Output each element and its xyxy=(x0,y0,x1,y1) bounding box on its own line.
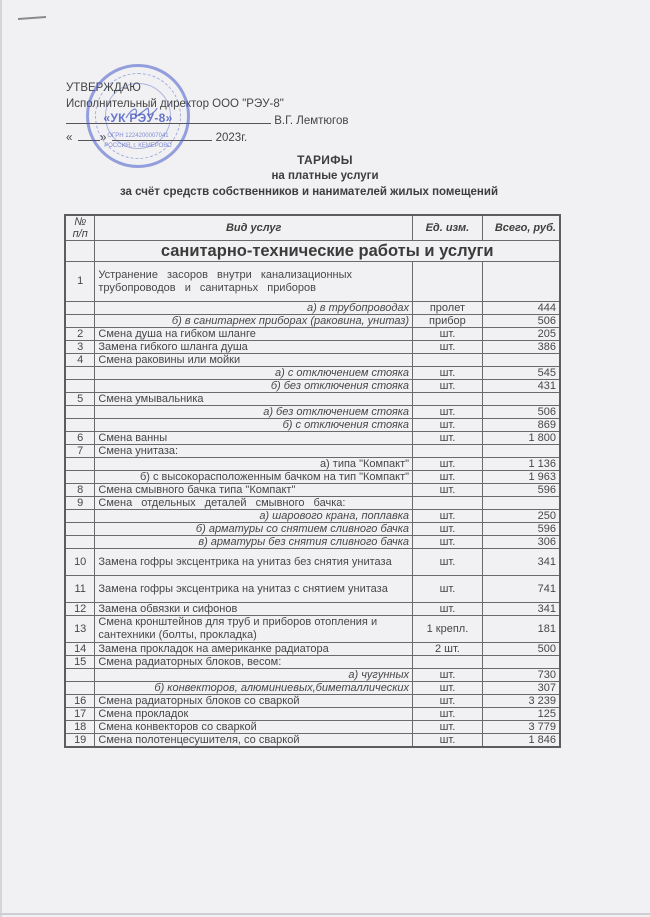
row-unit xyxy=(413,656,483,669)
row-name: Смена радиаторных блоков со сваркой xyxy=(95,695,413,708)
page-left-edge xyxy=(0,0,2,917)
row-name: а) без отключением стояка xyxy=(95,406,413,419)
row-price: 341 xyxy=(482,603,560,616)
table-row xyxy=(65,393,560,406)
row-num xyxy=(65,458,95,471)
table-row xyxy=(65,682,560,695)
row-price xyxy=(482,393,560,406)
table-row xyxy=(65,549,560,576)
document-title: ТАРИФЫ xyxy=(297,153,353,167)
section-row xyxy=(65,241,560,262)
page-bottom-edge xyxy=(0,913,650,915)
table-row xyxy=(65,315,560,328)
row-unit: шт. xyxy=(413,549,483,576)
approver-position: Исполнительный директор ООО "РЭУ-8" xyxy=(66,98,284,110)
row-price: 1 963 xyxy=(482,471,560,484)
row-num: 18 xyxy=(65,721,95,734)
row-name: Смена раковины или мойки xyxy=(95,354,413,367)
row-name: Замена гофры эксцентрика на унитаз с снятием унитаза xyxy=(95,576,413,603)
approve-word: УТВЕРЖДАЮ xyxy=(66,82,141,94)
approval-year: 2023г. xyxy=(215,132,248,144)
row-num: 8 xyxy=(65,484,95,497)
row-num: 3 xyxy=(65,341,95,354)
row-price: 506 xyxy=(482,315,560,328)
row-name: б) с отключения стояка xyxy=(95,419,413,432)
row-price xyxy=(482,656,560,669)
row-price: 596 xyxy=(482,484,560,497)
row-name: Смена смывного бачка типа "Компакт" xyxy=(95,484,413,497)
row-num xyxy=(65,302,95,315)
approval-block xyxy=(66,80,348,146)
row-unit: прибор xyxy=(413,315,483,328)
row-unit: шт. xyxy=(413,523,483,536)
row-name: б) без отключения стояка xyxy=(95,380,413,393)
row-name: Замена гибкого шланга душа xyxy=(95,341,413,354)
row-num xyxy=(65,367,95,380)
table-row xyxy=(65,734,560,748)
table-row xyxy=(65,510,560,523)
row-num: 11 xyxy=(65,576,95,603)
row-name: а) шарового крана, поплавка xyxy=(95,510,413,523)
quote-close: » xyxy=(100,132,107,144)
table-row xyxy=(65,354,560,367)
row-unit: шт. xyxy=(413,603,483,616)
row-unit: 2 шт. xyxy=(413,643,483,656)
row-price: 3 239 xyxy=(482,695,560,708)
row-num xyxy=(65,669,95,682)
row-price: 1 846 xyxy=(482,734,560,748)
row-price xyxy=(482,497,560,510)
header-unit: Ед. изм. xyxy=(413,215,483,241)
row-unit: шт. xyxy=(413,682,483,695)
table-row xyxy=(65,341,560,354)
table-row xyxy=(65,380,560,393)
row-name: Смена умывальника xyxy=(95,393,413,406)
header-price: Всего, руб. xyxy=(482,215,560,241)
row-unit: шт. xyxy=(413,328,483,341)
table-row xyxy=(65,262,560,302)
row-price: 341 xyxy=(482,549,560,576)
section-title: санитарно-технические работы и услуги xyxy=(95,241,560,262)
row-price: 1 800 xyxy=(482,432,560,445)
row-num xyxy=(65,406,95,419)
row-name: б) конвекторов, алюминиевых,биметаллических xyxy=(95,682,413,695)
row-price: 205 xyxy=(482,328,560,341)
row-unit: шт. xyxy=(413,734,483,748)
row-unit: шт. xyxy=(413,380,483,393)
table-row xyxy=(65,536,560,549)
table-row xyxy=(65,721,560,734)
row-price: 386 xyxy=(482,341,560,354)
row-num xyxy=(65,536,95,549)
row-name: Смена кронштейнов для труб и приборов отопления и сантехники (болты, прокладка) xyxy=(95,616,413,643)
row-num xyxy=(65,315,95,328)
row-unit: шт. xyxy=(413,367,483,380)
row-name: Смена прокладок xyxy=(95,708,413,721)
row-price: 3 779 xyxy=(482,721,560,734)
row-price: 431 xyxy=(482,380,560,393)
row-price: 444 xyxy=(482,302,560,315)
table-row xyxy=(65,497,560,510)
signer-name: В.Г. Лемтюгов xyxy=(274,115,349,127)
row-num: 1 xyxy=(65,262,95,302)
row-num: 16 xyxy=(65,695,95,708)
row-unit: шт. xyxy=(413,721,483,734)
row-unit xyxy=(413,393,483,406)
table-header-row xyxy=(65,215,560,241)
row-name: а) в трубопроводах xyxy=(95,302,413,315)
row-unit: шт. xyxy=(413,536,483,549)
date-line xyxy=(66,129,348,146)
row-name: Смена радиаторных блоков, весом: xyxy=(95,656,413,669)
table-row xyxy=(65,484,560,497)
row-unit: пролет xyxy=(413,302,483,315)
row-name: в) арматуры без снятия сливного бачка xyxy=(95,536,413,549)
row-name: б) в санитарнех приборах (раковина, унитаз) xyxy=(95,315,413,328)
row-price: 307 xyxy=(482,682,560,695)
row-num xyxy=(65,682,95,695)
table-row xyxy=(65,603,560,616)
row-unit: шт. xyxy=(413,406,483,419)
row-num: 10 xyxy=(65,549,95,576)
row-name: б) с высокорасположенным бачком на тип "Компакт" xyxy=(95,471,413,484)
row-price xyxy=(482,445,560,458)
row-unit xyxy=(413,262,483,302)
row-price: 1 136 xyxy=(482,458,560,471)
row-unit: шт. xyxy=(413,484,483,497)
tariffs-table xyxy=(64,214,561,748)
row-unit xyxy=(413,445,483,458)
scan-corner-mark xyxy=(18,16,46,20)
row-unit xyxy=(413,497,483,510)
table-row xyxy=(65,302,560,315)
row-name: а) чугунных xyxy=(95,669,413,682)
row-unit: шт. xyxy=(413,471,483,484)
row-num: 13 xyxy=(65,616,95,643)
row-unit: шт. xyxy=(413,576,483,603)
row-price: 506 xyxy=(482,406,560,419)
row-name: а) типа "Компакт" xyxy=(95,458,413,471)
row-num xyxy=(65,510,95,523)
row-num xyxy=(65,380,95,393)
day-blank xyxy=(78,129,100,141)
document-subtitle: на платные услуги xyxy=(271,170,379,182)
row-unit: шт. xyxy=(413,695,483,708)
row-name: а) с отключением стояка xyxy=(95,367,413,380)
row-price: 869 xyxy=(482,419,560,432)
row-num: 7 xyxy=(65,445,95,458)
table-row xyxy=(65,669,560,682)
row-name: Смена унитаза: xyxy=(95,445,413,458)
table-row xyxy=(65,643,560,656)
row-num: 14 xyxy=(65,643,95,656)
row-name: Устранение засоров внутри канализационных трубопроводов и санитарньх приборов xyxy=(95,262,413,302)
row-num xyxy=(65,523,95,536)
row-num: 12 xyxy=(65,603,95,616)
row-price: 545 xyxy=(482,367,560,380)
table-row xyxy=(65,328,560,341)
row-price: 730 xyxy=(482,669,560,682)
row-unit: шт. xyxy=(413,432,483,445)
row-name: Смена душа на гибком шланге xyxy=(95,328,413,341)
table-row xyxy=(65,432,560,445)
row-unit: шт. xyxy=(413,341,483,354)
row-name: Замена обвязки и сифонов xyxy=(95,603,413,616)
header-name: Вид услуг xyxy=(95,215,413,241)
row-num: 6 xyxy=(65,432,95,445)
row-unit: шт. xyxy=(413,419,483,432)
row-unit: шт. xyxy=(413,458,483,471)
row-price xyxy=(482,354,560,367)
row-name: Замена прокладок на американке радиатора xyxy=(95,643,413,656)
table-row xyxy=(65,367,560,380)
row-num xyxy=(65,471,95,484)
month-blank xyxy=(112,129,212,141)
row-price: 250 xyxy=(482,510,560,523)
row-price: 500 xyxy=(482,643,560,656)
table-row xyxy=(65,419,560,432)
row-name: Смена отдельных деталей смывного бачка: xyxy=(95,497,413,510)
row-unit: шт. xyxy=(413,708,483,721)
row-num: 19 xyxy=(65,734,95,748)
row-num: 9 xyxy=(65,497,95,510)
stamp-ogrn-text: ОГРН 1224200007041 xyxy=(107,133,169,139)
section-num-cell xyxy=(65,241,95,262)
row-price xyxy=(482,262,560,302)
row-name: Смена полотенцесушителя, со сваркой xyxy=(95,734,413,748)
row-unit xyxy=(413,354,483,367)
table-row xyxy=(65,708,560,721)
signature-line xyxy=(66,112,348,129)
row-num: 15 xyxy=(65,656,95,669)
quote-open: « xyxy=(66,132,73,144)
stamp-city-text: РОССИЯ, г. КЕМЕРОВО xyxy=(104,143,172,149)
row-num xyxy=(65,419,95,432)
row-num: 4 xyxy=(65,354,95,367)
table-row xyxy=(65,656,560,669)
table-row xyxy=(65,471,560,484)
stamp-center-text: «УК РЭУ-8» xyxy=(103,111,173,125)
header-num: № п/п xyxy=(65,215,95,241)
row-name: б) арматуры со снятием сливного бачка xyxy=(95,523,413,536)
row-name: Смена конвекторов со сваркой xyxy=(95,721,413,734)
signature-blank xyxy=(66,112,271,124)
row-price: 181 xyxy=(482,616,560,643)
row-name: Замена гофры эксцентрика на унитаз без снятия унитаза xyxy=(95,549,413,576)
row-unit: 1 крепл. xyxy=(413,616,483,643)
row-price: 306 xyxy=(482,536,560,549)
row-num: 17 xyxy=(65,708,95,721)
table-row xyxy=(65,695,560,708)
table-row xyxy=(65,576,560,603)
row-name: Смена ванны xyxy=(95,432,413,445)
table-row xyxy=(65,445,560,458)
table-row xyxy=(65,406,560,419)
row-price: 741 xyxy=(482,576,560,603)
row-unit: шт. xyxy=(413,669,483,682)
row-price: 596 xyxy=(482,523,560,536)
document-subtitle-2: за счёт средств собственников и нанимателей жилых помещений xyxy=(119,186,499,198)
row-num: 5 xyxy=(65,393,95,406)
table-row xyxy=(65,458,560,471)
row-price: 125 xyxy=(482,708,560,721)
row-unit: шт. xyxy=(413,510,483,523)
row-num: 2 xyxy=(65,328,95,341)
table-row xyxy=(65,523,560,536)
table-row xyxy=(65,616,560,643)
